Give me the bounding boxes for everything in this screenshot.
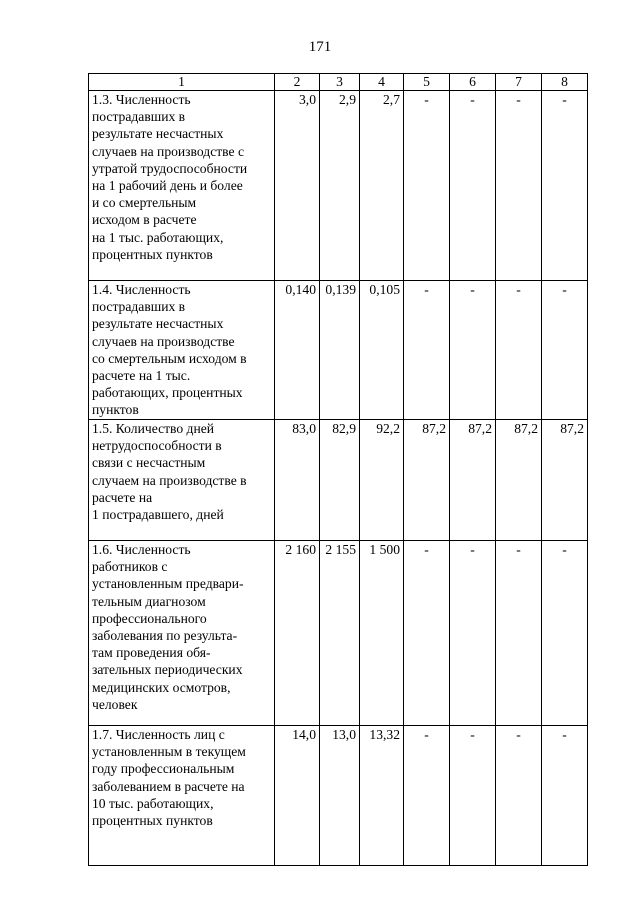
value-cell: - xyxy=(404,281,450,420)
row-label-line: 1.4. Численность xyxy=(92,282,191,297)
row-label-line: там проведения обя- xyxy=(92,645,211,661)
value-cell: 82,9 xyxy=(320,420,360,541)
row-label xyxy=(89,91,275,281)
value-cell: - xyxy=(542,726,588,866)
row-label-line: связи с несчастным xyxy=(92,455,206,471)
row-label-line: и со смертельным xyxy=(92,195,197,211)
row-label-line: заболеванием в расчете на xyxy=(92,778,245,794)
row-label xyxy=(89,541,275,726)
row-label-line: медицинских осмотров, xyxy=(92,679,231,695)
row-label-line: пострадавших в xyxy=(92,299,186,315)
row-label-line: процентных пунктов xyxy=(92,246,213,262)
header-cell: 6 xyxy=(450,74,496,91)
value-cell: - xyxy=(542,91,588,281)
row-label-line: работников с xyxy=(92,559,168,575)
row-label-line: на 1 тыс. работающих, xyxy=(92,229,224,245)
table-row xyxy=(89,281,588,420)
row-label-line: результате несчастных xyxy=(92,126,224,142)
row-label-line: году профессиональным xyxy=(92,761,235,777)
header-cell: 3 xyxy=(320,74,360,91)
value-cell: 87,2 xyxy=(450,420,496,541)
row-label-line: заболевания по результа- xyxy=(92,628,238,644)
header-cell: 2 xyxy=(275,74,320,91)
row-label-line: 1.7. Численность лиц с xyxy=(92,727,225,742)
row-label-line: установленным в текущем xyxy=(92,744,246,760)
row-label-line: случаев на производстве с xyxy=(92,143,244,159)
value-cell: - xyxy=(496,91,542,281)
row-label-line: 10 тыс. работающих, xyxy=(92,795,214,811)
row-label-line: человек xyxy=(92,696,138,712)
value-cell: - xyxy=(496,541,542,726)
row-label-line: расчете на xyxy=(92,489,153,505)
value-cell: 92,2 xyxy=(360,420,404,541)
value-cell: 0,139 xyxy=(320,281,360,420)
value-cell: 2,9 xyxy=(320,91,360,281)
row-label-line: случаем на производстве в xyxy=(92,472,247,488)
header-cell: 1 xyxy=(89,74,275,91)
row-label-line: утратой трудоспособности xyxy=(92,160,248,176)
table-row xyxy=(89,420,588,541)
value-cell: 13,0 xyxy=(320,726,360,866)
row-label-line: 1 пострадавшего, дней xyxy=(92,507,224,523)
header-cell: 4 xyxy=(360,74,404,91)
table-header-row xyxy=(89,74,588,91)
value-cell: 87,2 xyxy=(496,420,542,541)
value-cell: - xyxy=(450,726,496,866)
value-cell: - xyxy=(404,541,450,726)
value-cell: 2 160 xyxy=(275,541,320,726)
data-table xyxy=(88,73,588,866)
table-row xyxy=(89,726,588,866)
table-row xyxy=(89,91,588,281)
row-label-line: 1.6. Численность xyxy=(92,542,191,557)
header-cell: 7 xyxy=(496,74,542,91)
value-cell: - xyxy=(404,726,450,866)
row-label-line: со смертельным исходом в xyxy=(92,350,247,366)
row-label xyxy=(89,281,275,420)
table-row xyxy=(89,541,588,726)
value-cell: - xyxy=(450,281,496,420)
value-cell: 3,0 xyxy=(275,91,320,281)
row-label-line: пунктов xyxy=(92,402,139,418)
value-cell: 2,7 xyxy=(360,91,404,281)
row-label-line: нетрудоспособности в xyxy=(92,438,222,454)
header-cell: 8 xyxy=(542,74,588,91)
value-cell: - xyxy=(496,726,542,866)
row-label-line: установленным предвари- xyxy=(92,576,244,592)
value-cell: 2 155 xyxy=(320,541,360,726)
row-label-line: работающих, процентных xyxy=(92,385,243,401)
header-cell: 5 xyxy=(404,74,450,91)
row-label-line: на 1 рабочий день и более xyxy=(92,178,243,194)
value-cell: 1 500 xyxy=(360,541,404,726)
row-label-line: профессионального xyxy=(92,610,207,626)
value-cell: - xyxy=(450,541,496,726)
row-label-line: исходом в расчете xyxy=(92,212,197,228)
value-cell: - xyxy=(542,281,588,420)
value-cell: 13,32 xyxy=(360,726,404,866)
row-label-line: тельным диагнозом xyxy=(92,593,206,609)
row-label xyxy=(89,420,275,541)
value-cell: - xyxy=(450,91,496,281)
row-label-line: пострадавших в xyxy=(92,109,186,125)
row-label-line: случаев на производстве xyxy=(92,333,235,349)
row-label-line: результате несчастных xyxy=(92,316,224,332)
row-label-line: процентных пунктов xyxy=(92,813,213,829)
value-cell: 83,0 xyxy=(275,420,320,541)
value-cell: 0,140 xyxy=(275,281,320,420)
row-label-line: расчете на 1 тыс. xyxy=(92,368,191,384)
value-cell: 14,0 xyxy=(275,726,320,866)
value-cell: 87,2 xyxy=(542,420,588,541)
value-cell: - xyxy=(496,281,542,420)
row-label-line: 1.3. Численность xyxy=(92,92,191,107)
value-cell: 87,2 xyxy=(404,420,450,541)
row-label-line: 1.5. Количество дней xyxy=(92,421,215,436)
value-cell: 0,105 xyxy=(360,281,404,420)
value-cell: - xyxy=(404,91,450,281)
row-label-line: зательных периодических xyxy=(92,662,243,678)
page-number: 171 xyxy=(308,39,332,55)
row-label xyxy=(89,726,275,866)
value-cell: - xyxy=(542,541,588,726)
